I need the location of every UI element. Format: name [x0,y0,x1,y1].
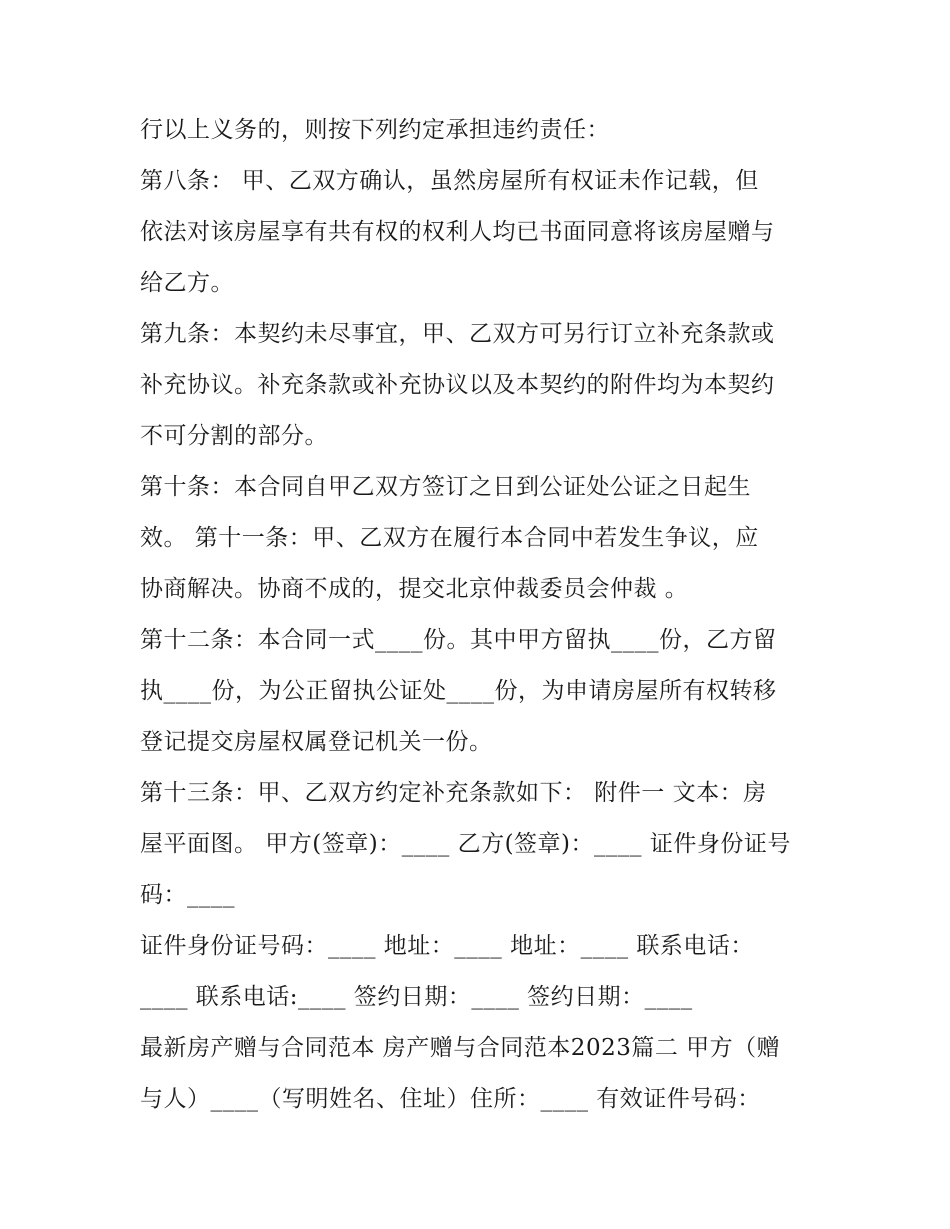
text-line: 第八条： 甲、乙双方确认，虽然房屋所有权证未作记载，但 [140,168,759,194]
text-line: 第九条：本契约未尽事宜，甲、乙双方可另行订立补充条款或 [140,321,775,347]
text-line: 与人）____（写明姓名、住址）住所：____ 有效证件号码： [140,1086,761,1112]
text-line: 补充协议。补充条款或补充协议以及本契约的附件均为本契约 [140,372,775,398]
text-line: 最新房产赠与合同范本 房产赠与合同范本2023篇二 甲方（赠 [140,1035,781,1061]
text-line: 第十三条：甲、乙双方约定补充条款如下： 附件一 文本：房 [140,780,767,806]
text-line: 登记提交房屋权属登记机关一份。 [140,729,493,755]
text-line: 不可分割的部分。 [140,423,328,449]
text-line: 行以上义务的，则按下列约定承担违约责任： [140,117,610,143]
text-line: 证件身份证号码：____ 地址：____ 地址：____ 联系电话： [140,933,754,959]
text-line: 第十二条：本合同一式____份。其中甲方留执____份，乙方留 [140,627,777,653]
text-line: 第十条：本合同自甲乙双方签订之日到公证处公证之日起生 [140,474,751,500]
text-line: 码：____ [140,882,235,908]
document-body [140,105,820,1125]
text-line: 效。 第十一条：甲、乙双方在履行本合同中若发生争议，应 [140,525,759,551]
text-line: 屋平面图。 甲方(签章)：____ 乙方(签章)：____ 证件身份证号 [140,831,791,857]
text-line: 执____份，为公正留执公证处____份，为申请房屋所有权转移 [140,678,777,704]
text-line: ____ 联系电话:____ 签约日期：____ 签约日期：____ [140,984,693,1010]
text-line: 依法对该房屋享有共有权的权利人均已书面同意将该房屋赠与 [140,219,775,245]
text-line: 协商解决。协商不成的，提交北京仲裁委员会仲裁 。 [140,576,689,602]
text-line: 给乙方。 [140,270,234,296]
